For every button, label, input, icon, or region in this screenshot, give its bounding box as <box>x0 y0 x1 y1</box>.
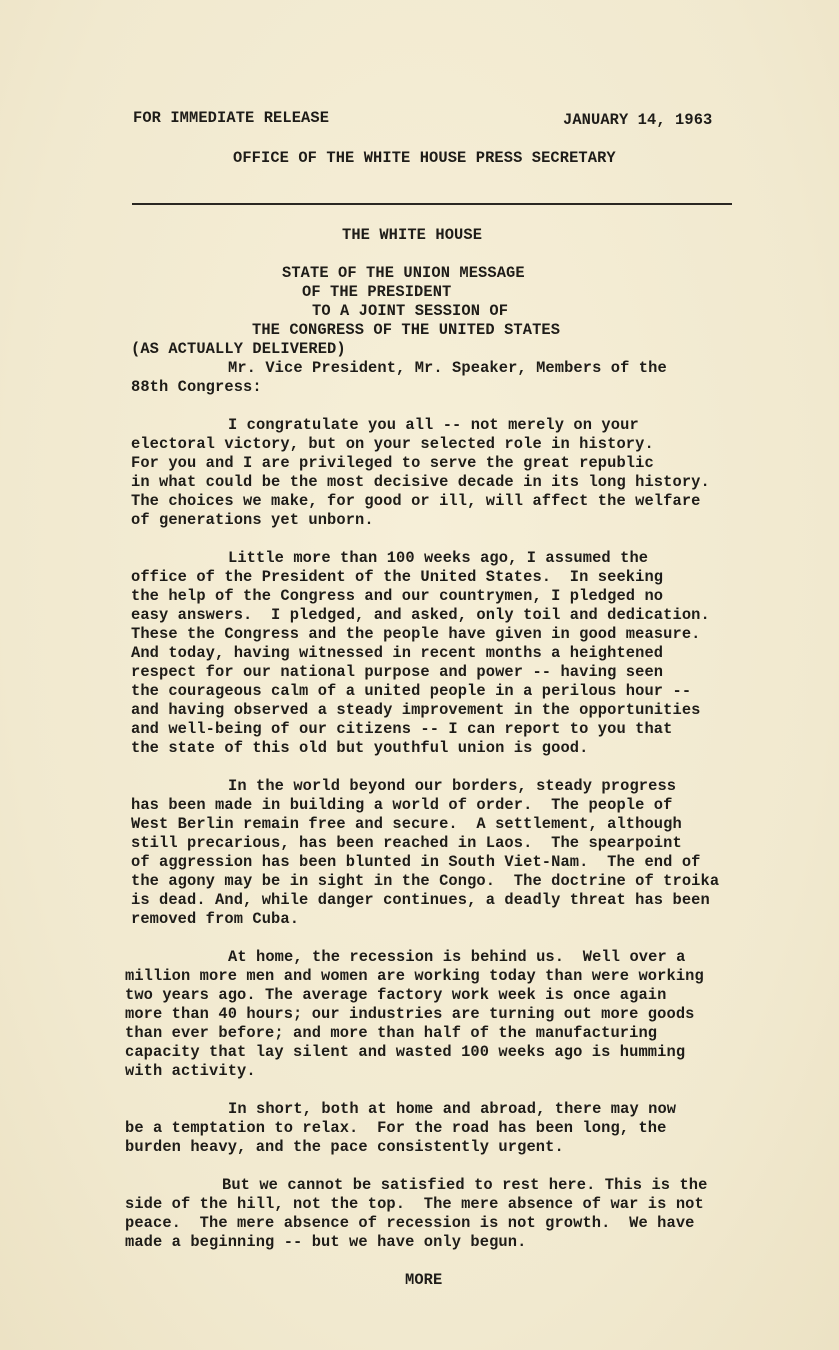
paragraph-6-line: made a beginning -- but we have only begun. <box>125 1233 527 1251</box>
paragraph-1-line: in what could be the most decisive decade in its long history. <box>131 473 710 491</box>
paragraph-5-line: In short, both at home and abroad, there may now <box>228 1100 677 1118</box>
paragraph-2-line: respect for our national purpose and power -- having seen <box>131 663 664 681</box>
title-line-2: OF THE PRESIDENT <box>302 283 452 301</box>
paragraph-3-line: In the world beyond our borders, steady progress <box>228 777 677 795</box>
paragraph-2-line: and well-being of our citizens -- I can report to you that <box>131 720 673 738</box>
paragraph-2-line: the courageous calm of a united people in a perilous hour -- <box>131 682 692 700</box>
salutation-line: 88th Congress: <box>131 378 262 396</box>
paragraph-4-line: with activity. <box>125 1062 256 1080</box>
paragraph-4-line: than ever before; and more than half of the manufacturing <box>125 1024 658 1042</box>
title-line-3: TO A JOINT SESSION OF <box>312 302 509 320</box>
paragraph-5-line: burden heavy, and the pace consistently urgent. <box>125 1138 564 1156</box>
more-marker: MORE <box>405 1271 443 1289</box>
paragraph-1-line: of generations yet unborn. <box>131 511 374 529</box>
paragraph-6-line: side of the hill, not the top. The mere absence of war is not <box>125 1195 704 1213</box>
paragraph-3-line: has been made in building a world of order. The people of <box>131 796 673 814</box>
paragraph-4-line: more than 40 hours; our industries are turning out more goods <box>125 1005 695 1023</box>
paragraph-1-line: I congratulate you all -- not merely on your <box>228 416 639 434</box>
paragraph-2-line: These the Congress and the people have given in good measure. <box>131 625 701 643</box>
release-label: FOR IMMEDIATE RELEASE <box>133 109 330 127</box>
paragraph-3-line: still precarious, has been reached in Laos. The spearpoint <box>131 834 682 852</box>
paragraph-2-line: office of the President of the United States. In seeking <box>131 568 664 586</box>
paragraph-4-line: two years ago. The average factory work week is once again <box>125 986 667 1004</box>
white-house-heading: THE WHITE HOUSE <box>342 226 483 244</box>
salutation-line: Mr. Vice President, Mr. Speaker, Members of the <box>228 359 667 377</box>
paragraph-6-line: But we cannot be satisfied to rest here. This is the <box>222 1176 708 1194</box>
paragraph-3-line: is dead. And, while danger continues, a deadly threat has been <box>131 891 710 909</box>
paragraph-1-line: For you and I are privileged to serve the great republic <box>131 454 654 472</box>
paragraph-2-line: Little more than 100 weeks ago, I assumed the <box>228 549 649 567</box>
release-date: JANUARY 14, 1963 <box>563 111 713 129</box>
paragraph-2-line: the help of the Congress and our countrymen, I pledged no <box>131 587 664 605</box>
paragraph-1-line: electoral victory, but on your selected role in history. <box>131 435 654 453</box>
paragraph-2-line: easy answers. I pledged, and asked, only toil and dedication. <box>131 606 710 624</box>
paragraph-3-line: the agony may be in sight in the Congo. The doctrine of troika <box>131 872 720 890</box>
paragraph-1-line: The choices we make, for good or ill, will affect the welfare <box>131 492 701 510</box>
paragraph-2-line: And today, having witnessed in recent months a heightened <box>131 644 664 662</box>
paragraph-3-line: removed from Cuba. <box>131 910 300 928</box>
paragraph-4-line: capacity that lay silent and wasted 100 weeks ago is humming <box>125 1043 686 1061</box>
paragraph-3-line: of aggression has been blunted in South Viet-Nam. The end of <box>131 853 701 871</box>
paragraph-4-line: At home, the recession is behind us. Well over a <box>228 948 686 966</box>
paragraph-6-line: peace. The mere absence of recession is not growth. We have <box>125 1214 695 1232</box>
paragraph-3-line: West Berlin remain free and secure. A settlement, although <box>131 815 682 833</box>
paragraph-2-line: and having observed a steady improvement in the opportunities <box>131 701 701 719</box>
title-line-1: STATE OF THE UNION MESSAGE <box>282 264 525 282</box>
delivered-note: (AS ACTUALLY DELIVERED) <box>131 340 346 358</box>
paragraph-5-line: be a temptation to relax. For the road has been long, the <box>125 1119 667 1137</box>
title-line-4: THE CONGRESS OF THE UNITED STATES <box>252 321 561 339</box>
office-line: OFFICE OF THE WHITE HOUSE PRESS SECRETARY <box>233 149 616 167</box>
paragraph-2-line: the state of this old but youthful union is good. <box>131 739 589 757</box>
paragraph-4-line: million more men and women are working today than were working <box>125 967 704 985</box>
header-divider <box>132 203 732 205</box>
